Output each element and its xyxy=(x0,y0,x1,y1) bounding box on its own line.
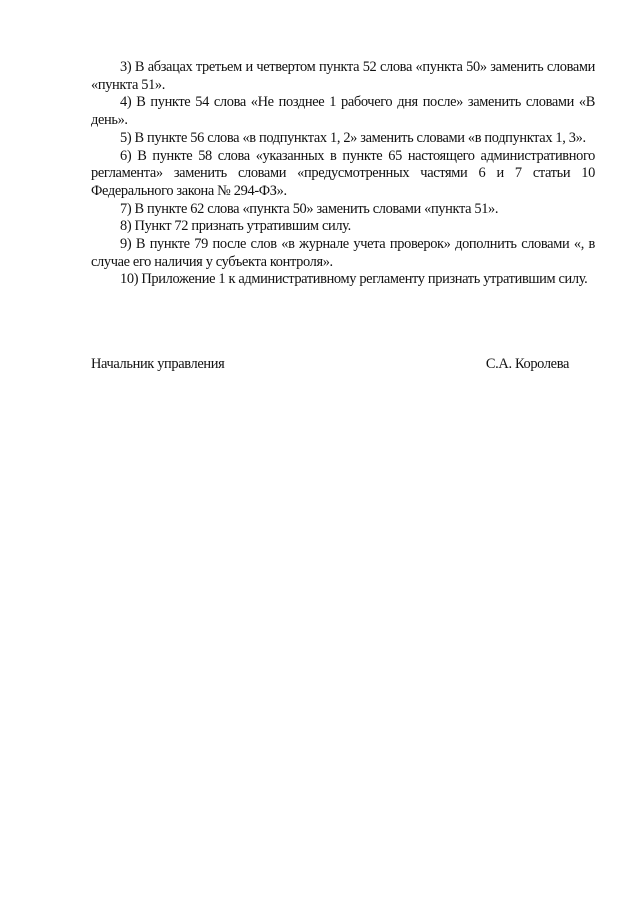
paragraph-item-10: 10) Приложение 1 к административному регламенту признать утратившим силу. xyxy=(120,271,588,288)
signatory-position: Начальник управления xyxy=(91,356,225,372)
paragraph-item-9: 9) В пункте 79 после слов «в журнале учета проверок» дополнить словами «, в случае его наличия у субъекта контроля». xyxy=(91,236,595,270)
signature-block xyxy=(91,356,569,374)
paragraph-item-5: 5) В пункте 56 слова «в подпунктах 1, 2» заменить словами «в подпунктах 1, 3». xyxy=(120,129,586,146)
document-body xyxy=(91,59,595,289)
paragraph-item-6: 6) В пункте 58 слова «указанных в пункте 65 настоящего административного регламента» заменить словами «предусмотренных частями 6 и 7 статьи 10 Федерального закона № 294-ФЗ». xyxy=(91,147,595,199)
signatory-name: С.А. Королева xyxy=(485,356,569,372)
paragraph-item-3: 3) В абзацах третьем и четвертом пункта 52 слова «пункта 50» заменить словами «пункта 51». xyxy=(91,59,595,93)
paragraph-item-7: 7) В пункте 62 слова «пункта 50» заменить словами «пункта 51». xyxy=(120,200,499,217)
paragraph-item-8: 8) Пункт 72 признать утратившим силу. xyxy=(120,218,351,235)
paragraph-item-4: 4) В пункте 54 слова «Не позднее 1 рабочего дня после» заменить словами «В день». xyxy=(91,94,595,129)
